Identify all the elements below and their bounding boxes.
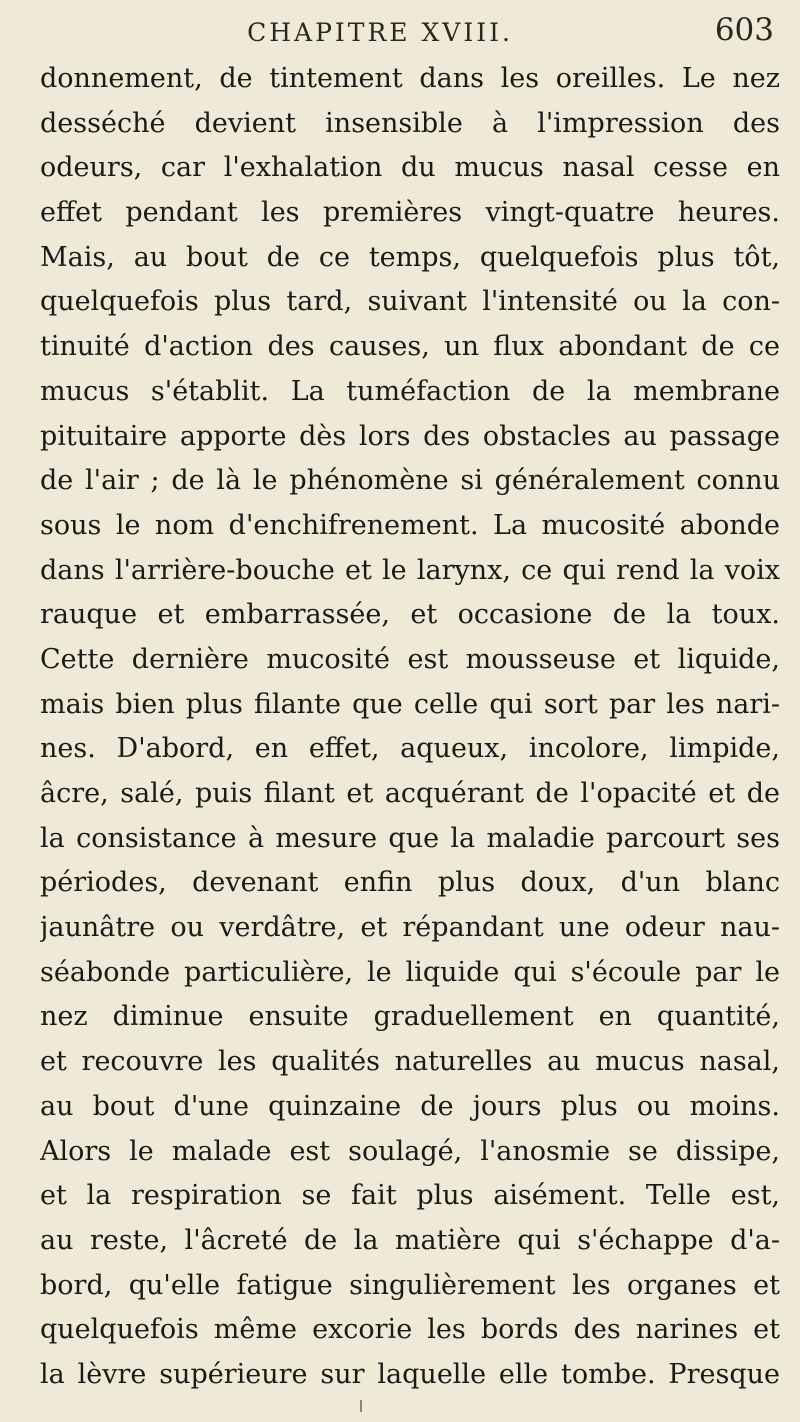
- text-line: mais bien plus filante que celle qui sort par les nari-: [40, 688, 780, 720]
- text-line: sous le nom d'enchifrenement. La mucosité abonde: [40, 509, 780, 541]
- text-line: quelquefois même excorie les bords des narines et: [40, 1314, 780, 1346]
- text-line: la consistance à mesure que la maladie parcourt ses: [40, 822, 780, 854]
- text-line: mucus s'établit. La tuméfaction de la membrane: [40, 375, 780, 407]
- page-number: 603: [714, 12, 774, 48]
- text-line: Alors le malade est soulagé, l'anosmie se dissipe,: [40, 1135, 780, 1167]
- text-line: de l'air ; de là le phénomène si généralement connu: [40, 465, 780, 497]
- text-line: tinuité d'action des causes, un flux abondant de ce: [40, 331, 780, 363]
- text-line: au reste, l'âcreté de la matière qui s'échappe d'a-: [40, 1224, 780, 1256]
- text-line: et la respiration se fait plus aisément. Telle est,: [40, 1180, 780, 1212]
- text-line: Mais, au bout de ce temps, quelquefois plus tôt,: [40, 241, 780, 273]
- text-line: au bout d'une quinzaine de jours plus ou moins.: [40, 1090, 780, 1122]
- text-line: rauque et embarrassée, et occasione de la toux.: [40, 599, 780, 631]
- text-line: la lèvre supérieure sur laquelle elle tombe. Presque: [40, 1358, 780, 1390]
- page-edge-mark: [360, 1400, 362, 1412]
- text-line: séabonde particulière, le liquide qui s'écoule par le: [40, 956, 780, 988]
- chapter-title: CHAPITRE XVIII.: [247, 18, 513, 47]
- text-line: âcre, salé, puis filant et acquérant de l'opacité et de: [40, 778, 780, 809]
- text-line: donnement, de tintement dans les oreilles. Le nez: [40, 63, 780, 94]
- body-text: [40, 57, 780, 1398]
- text-line: nez diminue ensuite graduellement en quantité,: [40, 1001, 780, 1033]
- text-line: jaunâtre ou verdâtre, et répandant une odeur nau-: [40, 912, 780, 944]
- text-line: dans l'arrière-bouche et le larynx, ce qui rend la voix: [40, 554, 780, 586]
- text-line: et recouvre les qualités naturelles au mucus nasal,: [40, 1046, 780, 1078]
- text-line: périodes, devenant enfin plus doux, d'un blanc: [40, 867, 780, 899]
- text-line: odeurs, car l'exhalation du mucus nasal cesse en: [40, 152, 780, 184]
- text-line: desséché devient insensible à l'impression des: [40, 107, 780, 139]
- running-head: [40, 12, 780, 52]
- text-line: quelquefois plus tard, suivant l'intensité ou la con-: [40, 286, 780, 318]
- text-line: pituitaire apporte dès lors des obstacles au passage: [40, 420, 780, 452]
- text-line: Cette dernière mucosité est mousseuse et liquide,: [40, 643, 780, 675]
- text-line: nes. D'abord, en effet, aqueux, incolore, limpide,: [40, 733, 780, 765]
- text-line: bord, qu'elle fatigue singulièrement les organes et: [40, 1269, 780, 1301]
- text-line: effet pendant les premières vingt-quatre heures.: [40, 197, 780, 229]
